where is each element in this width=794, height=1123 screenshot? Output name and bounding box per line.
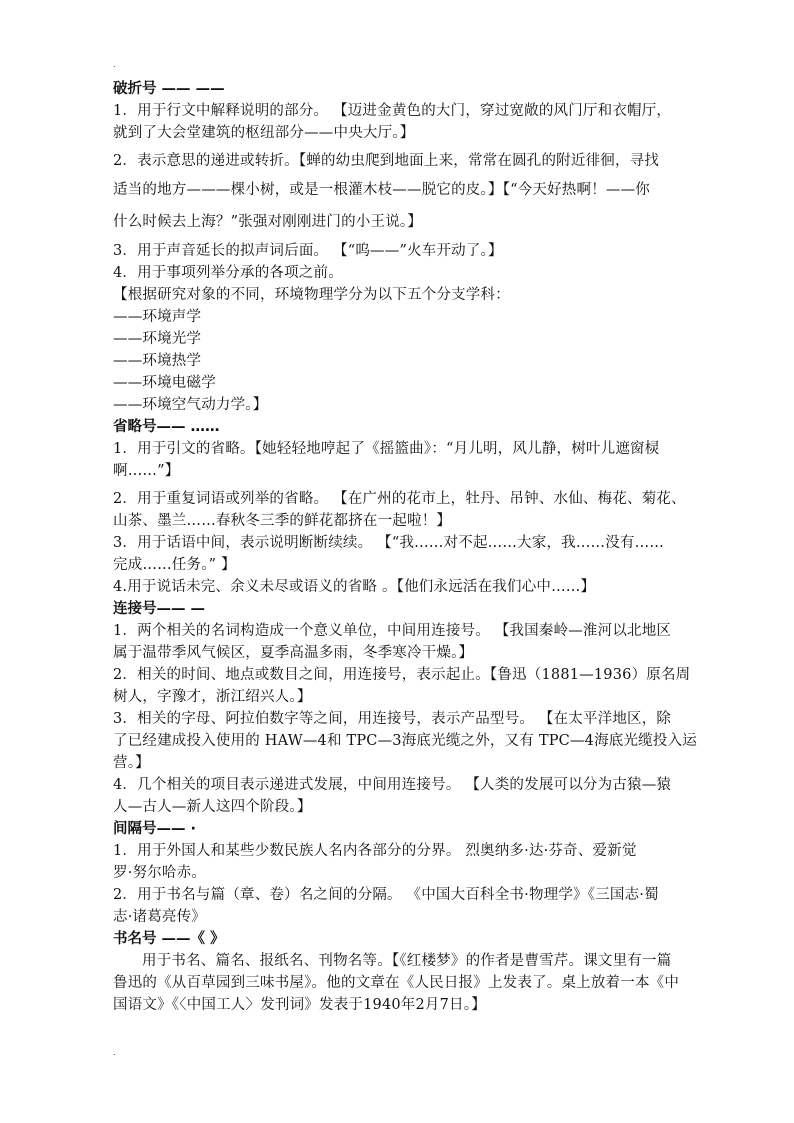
section-heading-interpunct: 间隔号—— · [113, 821, 197, 837]
text-line: 1．用于外国人和某些少数民族人名内各部分的分界。 烈奥纳多·达·芬奇、爱新觉 [113, 843, 637, 859]
text-line: 2．用于重复词语或列举的省略。 【在广州的花市上，牡丹、吊钟、水仙、梅花、菊花、 [113, 491, 686, 507]
text-line: 【根据研究对象的不同，环境物理学分为以下五个分支学科： [113, 287, 510, 303]
list-item: ——环境热学 [113, 353, 202, 369]
text-line: 罗·努尔哈赤。 [113, 865, 207, 881]
corner-mark-bottom: . [113, 1048, 116, 1057]
corner-mark-top: . [113, 60, 116, 69]
text-line: 1．用于引文的省略。【她轻轻地哼起了《摇篮曲》：“月儿明，风儿静，树叶儿遮窗棂 [113, 441, 660, 457]
text-line: 树人，字豫才，浙江绍兴人。】 [113, 689, 312, 705]
list-item: ——环境光学 [113, 331, 202, 347]
text-line: 适当的地方———棵小树，或是一根灌木枝——脱它的皮。】【“今天好热啊！——你 [113, 182, 651, 198]
text-line: 4．用于事项列举分承的各项之前。 [113, 265, 343, 281]
text-line: 人—古人—新人这四个阶段。】 [113, 799, 312, 815]
text-line: 4．几个相关的项目表示递进式发展，中间用连接号。 【人类的发展可以分为古猿—猿 [113, 777, 672, 793]
section-heading-ellipsis: 省略号—— …… [113, 419, 220, 435]
text-line: 了已经建成投入使用的 HAW—4和 TPC—3海底光缆之外，又有 TPC—4海底光缆投入运 [113, 733, 697, 749]
list-item: ——环境空气动力学。】 [113, 397, 268, 413]
text-line: 啊……”】 [113, 463, 180, 479]
text-line: 营。】 [113, 755, 150, 771]
text-line: 2．相关的时间、地点或数目之间，用连接号，表示起止。【鲁迅（1881—1936）原名周 [113, 667, 691, 683]
text-line: 4.用于说话未完、余义未尽或语义的省略 。【他们永远活在我们心中……】 [113, 579, 596, 595]
text-line: 2．用于书名与篇（章、卷）名之间的分隔。 《中国大百科全书·物理学》《三国志·蜀 [113, 887, 659, 903]
text-line: 什么时候去上海？”张强对刚刚进门的小王说。】 [113, 214, 423, 230]
document-page [113, 78, 725, 1016]
text-line: 用于书名、篇名、报纸名、刊物名等。【《红楼梦》的作者是曹雪芹。课文里有一篇 [142, 953, 672, 969]
text-line: 完成……任务。” 】 [113, 557, 236, 573]
text-line: 就到了大会堂建筑的枢纽部分——中央大厅。】 [113, 125, 415, 141]
text-line: 1．用于行文中解释说明的部分。 【迈进金黄色的大门，穿过宽敞的风门厅和衣帽厅， [113, 103, 672, 119]
text-line: 1．两个相关的名词构造成一个意义单位，中间用连接号。 【我国秦岭—淮河以北地区 [113, 623, 672, 639]
text-line: 3．用于声音延长的拟声词后面。 【“呜——”火车开动了。】 [113, 243, 503, 259]
text-line: 志·诸葛亮传》 [113, 909, 207, 925]
text-line: 2．表示意思的递进或转折。【蝉的幼虫爬到地面上来，常常在圆孔的附近徘徊，寻找 [113, 153, 660, 169]
text-line: 属于温带季风气候区，夏季高温多雨，冬季寒冷干燥。】 [113, 645, 474, 661]
list-item: ——环境电磁学 [113, 375, 216, 391]
text-line: 3．用于话语中间，表示说明断断续续。 【“我……对不起……大家，我……没有…… [113, 535, 665, 551]
list-item: ——环境声学 [113, 309, 202, 325]
text-line: 3．相关的字母、阿拉伯数字等之间，用连接号，表示产品型号。 【在太平洋地区，除 [113, 711, 672, 727]
section-heading-hyphen: 连接号—— — [113, 601, 206, 617]
section-heading-title-marks: 书名号 ——《 》 [113, 931, 225, 947]
section-heading-dash: 破折号 —— —— [113, 81, 225, 97]
text-line: 山茶、墨兰……春秋冬三季的鲜花都挤在一起啦！】 [113, 513, 452, 529]
text-line: 国语文》《〈中国工人〉发刊词》发表于1940年2月7日。】 [113, 997, 486, 1013]
text-line: 鲁迅的《从百草园到三味书屋》。他的文章在《人民日报》上发表了。桌上放着一本《中 [113, 975, 680, 991]
